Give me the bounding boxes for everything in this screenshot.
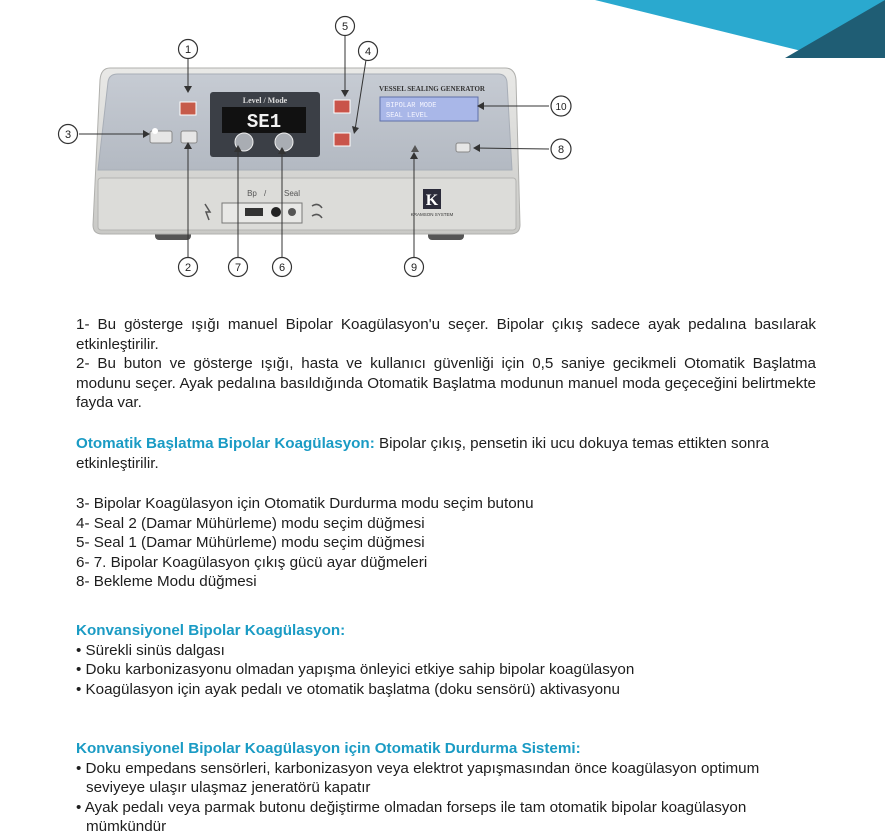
- seal1-button[interactable]: [334, 100, 350, 113]
- callout-7: 7: [234, 262, 242, 274]
- brand-name: KRAMSON SYSTEM: [410, 212, 454, 217]
- seal2-button[interactable]: [334, 133, 350, 146]
- callout-8: 8: [557, 144, 565, 156]
- auto-stop-bullet-2: • Ayak pedalı veya parmak butonu değiştirme olmadan forseps ile tam otomatik bipolar koagülasyon: [76, 798, 747, 816]
- item-2: 2- Bu buton ve gösterge ışığı, hasta ve kullanıcı güvenliği için 0,5 saniye gecikmeli Otomatik Başlatma modunu seçer. Ayak pedalına basıldığında Otomatik Başlatma modunun manuel moda geçeceğini belirtmekte fayda var.: [76, 355, 816, 411]
- conventional-heading: Konvansiyonel Bipolar Koagülasyon:: [76, 622, 346, 639]
- device-figure: [0, 0, 885, 290]
- conventional-section: [76, 621, 816, 699]
- callout-4: 4: [364, 46, 372, 58]
- auto-start-text: Bipolar çıkış, pensetin iki ucu dokuya temas ettikten sonra etkinleştirilir.: [76, 435, 769, 472]
- callout-1: 1: [184, 44, 192, 56]
- lcd-line-1: BIPOLAR MODE: [386, 102, 437, 110]
- items-3-8: [76, 494, 816, 592]
- display-value: SE1: [246, 111, 282, 133]
- item-4: 4- Seal 2 (Damar Mühürleme) modu seçim düğmesi: [76, 514, 425, 532]
- auto-start-heading: Otomatik Başlatma Bipolar Koagülasyon:: [76, 435, 375, 452]
- callout-6: 6: [278, 262, 286, 274]
- conventional-bullet-2: • Doku karbonizasyonu olmadan yapışma önleyici etkiye sahip bipolar koagülasyon: [76, 661, 635, 678]
- auto-start-button[interactable]: [181, 131, 197, 143]
- svg-text:K: K: [425, 192, 439, 209]
- item-8: 8- Bekleme Modu düğmesi: [76, 573, 257, 590]
- auto-stop-heading: Konvansiyonel Bipolar Koagülasyon için Otomatik Durdurma Sistemi:: [76, 740, 581, 757]
- conventional-bullet-3: • Koagülasyon için ayak pedalı ve otomatik başlatma (doku sensörü) aktivasyonu: [76, 680, 620, 698]
- callout-10: 10: [555, 102, 567, 113]
- callout-9: 9: [410, 262, 418, 274]
- item-3: 3- Bipolar Koagülasyon için Otomatik Durdurma modu seçim butonu: [76, 495, 534, 512]
- level-mode-label: Level / Mode: [242, 96, 288, 105]
- lcd-line-2: SEAL LEVEL: [386, 112, 429, 120]
- manual-bipolar-indicator[interactable]: [180, 102, 196, 115]
- auto-start-section: [76, 434, 816, 473]
- item-5: 5- Seal 1 (Damar Mühürleme) modu seçim düğmesi: [76, 534, 425, 551]
- power-up-button[interactable]: [275, 133, 293, 151]
- auto-stop-bullet-1: • Doku empedans sensörleri, karbonizasyon veya elektrot yapışmasından önce koagülasyon optimum: [76, 759, 760, 777]
- item-6-7: 6- 7. Bipolar Koagülasyon çıkış gücü ayar düğmeleri: [76, 553, 428, 571]
- panel-title: VESSEL SEALING GENERATOR: [379, 85, 485, 93]
- auto-start-paragraph: [76, 434, 816, 473]
- item-1: 1- Bu gösterge ışığı manuel Bipolar Koagülasyon'u seçer. Bipolar çıkış sadece ayak pedalına basılarak etkinleştirilir.: [76, 316, 816, 353]
- conventional-bullet-1: • Sürekli sinüs dalgası: [76, 641, 225, 659]
- auto-stop-bullet-1-cont: seviyeye ulaşır ulaşmaz jeneratörü kapatır: [86, 779, 371, 796]
- callout-3: 3: [64, 129, 72, 141]
- callout-2: 2: [184, 262, 192, 274]
- auto-stop-bullet-2-cont: mümkündür: [86, 818, 167, 835]
- svg-text:/: /: [264, 189, 267, 198]
- standby-button[interactable]: [456, 143, 470, 152]
- port-label-left: Bp: [247, 189, 257, 198]
- callout-5: 5: [341, 21, 349, 33]
- items-1-2: [76, 315, 816, 413]
- port-label-right: Seal: [283, 189, 301, 198]
- auto-stop-section: [76, 739, 816, 837]
